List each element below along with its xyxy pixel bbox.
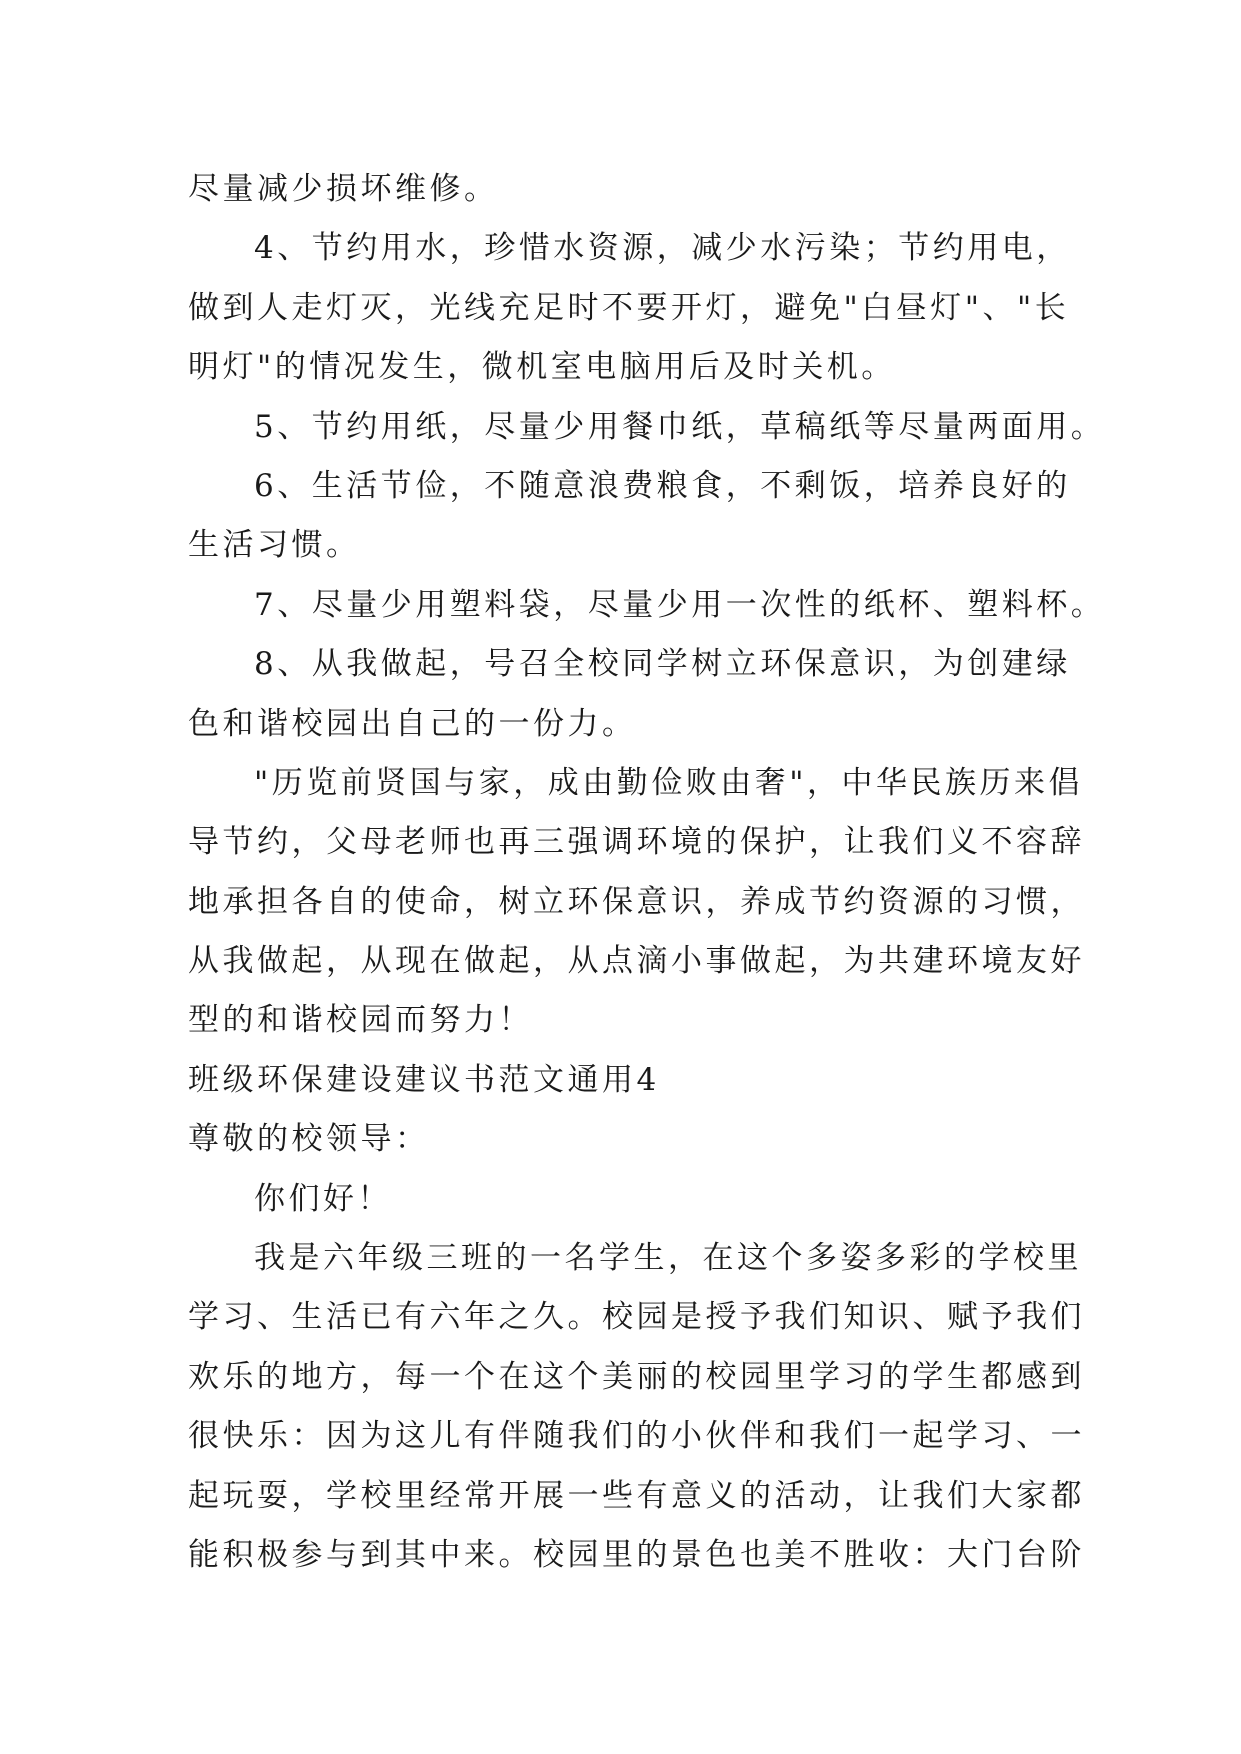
text-line: 从我做起，从现在做起，从点滴小事做起，为共建环境友好 xyxy=(188,943,1085,980)
text-line: 型的和谐校园而努力！ xyxy=(188,1002,533,1039)
text-line: 尽量减少损坏维修。 xyxy=(188,171,499,207)
text-line: 学习、生活已有六年之久。校园是授予我们知识、赋予我们 xyxy=(188,1299,1085,1336)
text-line: 4、节约用水，珍惜水资源，减少水污染；节约用电， xyxy=(254,230,1071,267)
text-line: 我是六年级三班的一名学生，在这个多姿多彩的学校里 xyxy=(254,1240,1082,1277)
text-line: 能积极参与到其中来。校园里的景色也美不胜收：大门台阶 xyxy=(188,1536,1085,1573)
text-line: 色和谐校园出自己的一份力。 xyxy=(188,705,637,742)
text-line: 生活习惯。 xyxy=(188,527,361,564)
document-body xyxy=(188,160,1106,1585)
text-line: 你们好！ xyxy=(254,1180,392,1217)
text-line: 做到人走灯灭，光线充足时不要开灯，避免"白昼灯"、"长 xyxy=(188,289,1070,326)
text-line: 地承担各自的使命，树立环保意识，养成节约资源的习惯， xyxy=(188,883,1085,920)
text-line: 导节约，父母老师也再三强调环境的保护，让我们义不容辞 xyxy=(188,824,1085,861)
text-line: 尊敬的校领导： xyxy=(188,1121,430,1158)
text-line: 7、尽量少用塑料袋，尽量少用一次性的纸杯、塑料杯。 xyxy=(254,586,1106,623)
text-line: "历览前贤国与家，成由勤俭败由奢"，中华民族历来倡 xyxy=(254,764,1084,801)
text-line: 8、从我做起，号召全校同学树立环保意识，为创建绿 xyxy=(254,646,1071,683)
text-line: 5、节约用纸，尽量少用餐巾纸，草稿纸等尽量两面用。 xyxy=(254,408,1106,445)
text-line: 班级环保建设建议书范文通用4 xyxy=(188,1061,660,1098)
text-line: 起玩耍，学校里经常开展一些有意义的活动，让我们大家都 xyxy=(188,1477,1085,1514)
text-line: 很快乐：因为这儿有伴随我们的小伙伴和我们一起学习、一 xyxy=(188,1418,1085,1455)
text-line: 明灯"的情况发生，微机室电脑用后及时关机。 xyxy=(188,349,896,386)
text-line: 6、生活节俭，不随意浪费粮食，不剩饭，培养良好的 xyxy=(254,467,1071,504)
text-line: 欢乐的地方，每一个在这个美丽的校园里学习的学生都感到 xyxy=(188,1358,1085,1395)
